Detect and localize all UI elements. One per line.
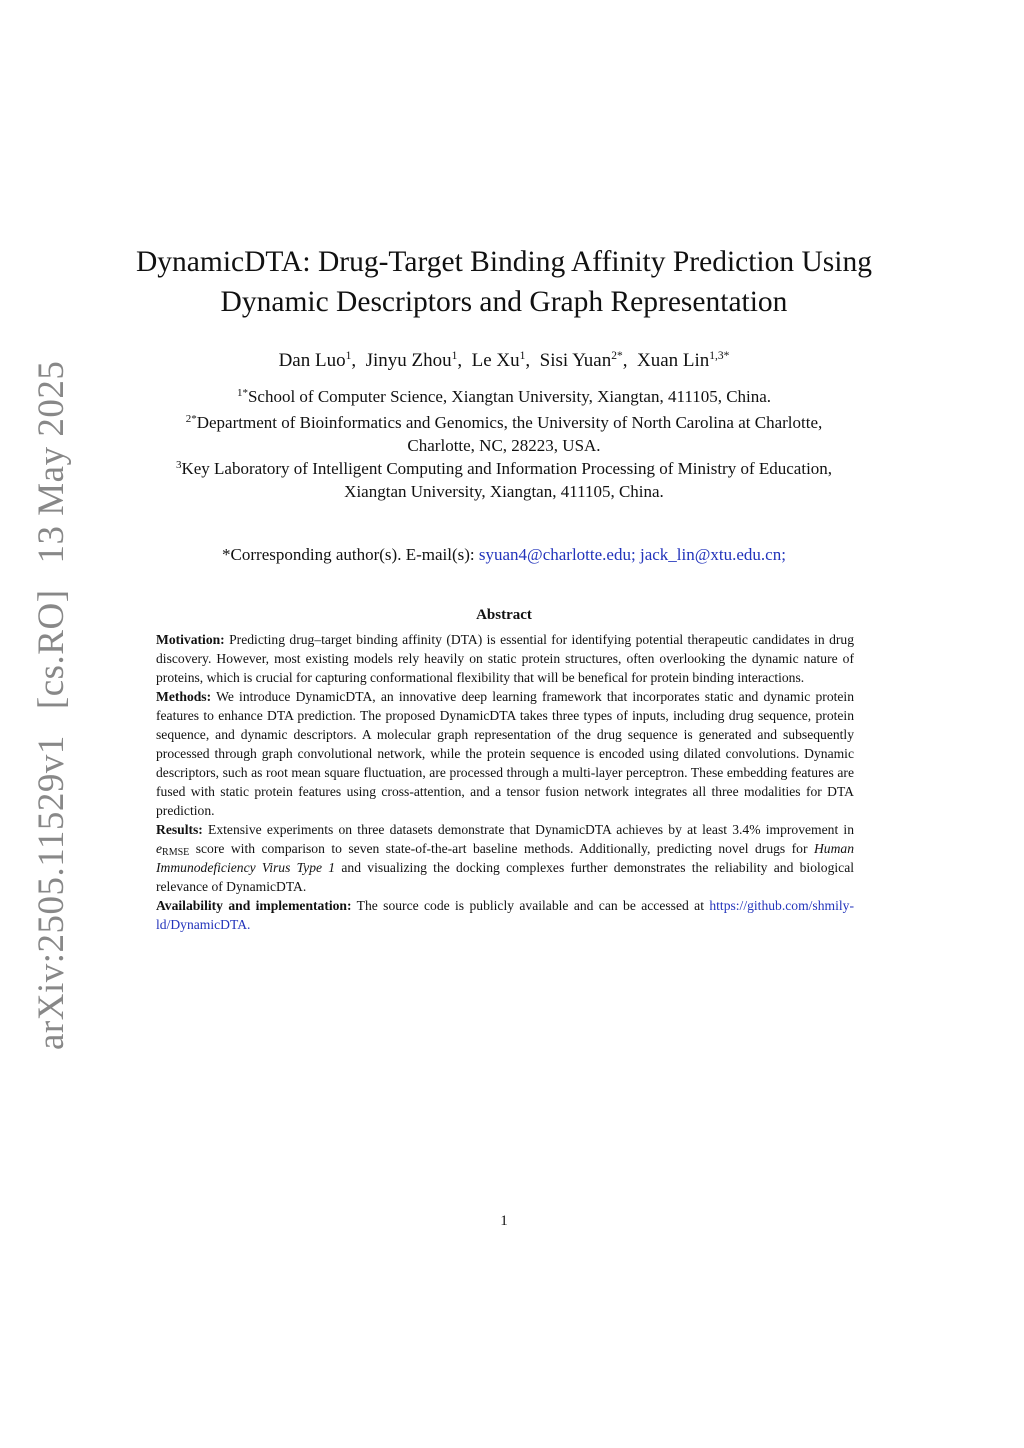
author: Xuan Lin$^{1,3*}$ [637,350,730,371]
paper-title [0,242,1008,322]
arxiv-category: [cs.RO] [31,589,72,710]
arxiv-id: arXiv:2505.11529v1 [31,735,72,1050]
github-link[interactable]: https://github.com/shmily-ld/DynamicDTA. [156,898,854,932]
author-list: Dan Luo$^1$, Jinyu Zhou$^1$, Le Xu$^1$, Sisi Yuan$^{2*}$, Xuan Lin$^{1,3*}$ [278,350,730,371]
author: Dan Luo$^1$ [278,350,352,371]
email-link-jack-lin[interactable]: jack_lin@xtu.edu.cn [639,545,782,564]
paper-title-line-2: Dynamic Descriptors and Graph Representation [220,286,788,318]
paper-title-line-1: DynamicDTA: Drug-Target Binding Affinity Prediction Using [136,246,872,278]
page-number: 1 [500,1213,508,1229]
abstract-results: Results: Extensive experiments on three datasets demonstrate that DynamicDTA achieves by at least 3.4% improvement in $e_{RMSE}$ score with comparison to seven state-of-the-art baseline methods. Additionally, predicting novel drugs for Human Immunodeficiency Virus Type 1 and visualizing the docking complexes further demonstrates the reliability and biological relevance of DynamicDTA. [156,822,855,894]
author: Le Xu$^1$ [471,350,526,371]
arxiv-date: 13 May 2025 [31,360,72,564]
author: Jinyu Zhou$^1$ [365,350,458,371]
affiliation-1: $^{1*}$School of Computer Science, Xiangtan University, Xiangtan, 411105, China. [236,387,772,406]
corresponding-authors: *Corresponding author(s). E-mail(s): syuan4@charlotte.edu; jack_lin@xtu.edu.cn; [222,545,786,564]
rmse-symbol: $e_{RMSE}$ [156,841,190,858]
abstract-availability: Availability and implementation: The source code is publicly available and can be accessed at https://github.com/shmily-ld/DynamicDTA. [156,898,854,932]
abstract-motivation: Motivation: Predicting drug–target binding affinity (DTA) is essential for identifying potential therapeutic candidates in drug discovery. However, most existing models rely heavily on static protein structures, often overlooking the dynamic nature of proteins, which is crucial for capturing conformational flexibility that will be benefical for protein binding interactions. [156,632,854,685]
abstract-methods: Methods: We introduce DynamicDTA, an innovative deep learning framework that incorporates static and dynamic protein features to enhance DTA prediction. The proposed DynamicDTA takes three types of inputs, including drug sequence, protein sequence, and dynamic descriptors. A molecular graph representation of the drug sequence is generated and subsequently processed through graph convolutional network, while the protein sequence is encoded using dilated convolutions. Dynamic descriptors, such as root mean square fluctuation, are processed through a multi-layer perceptron. These embedding features are fused with static protein features using cross-attention, and a tensor fusion network integrates all three modalities for DTA prediction. [156,689,855,818]
abstract-heading: Abstract [476,607,532,623]
arxiv-identifier-stamp [30,360,72,1050]
abstract-body [156,630,854,934]
affiliation-2: $^{2*}$Department of Bioinformatics and Genomics, the University of North Carolina at Charlotte, Charlotte, NC, 28223, USA. [185,413,823,455]
email-link-syuan[interactable]: syuan4@charlotte.edu [478,545,631,564]
author: Sisi Yuan$^{2*}$ [539,350,623,371]
affiliation-3: $^3$Key Laboratory of Intelligent Computing and Information Processing of Ministry of Education, Xiangtan University, Xiangtan, 411105, China. [175,459,833,501]
